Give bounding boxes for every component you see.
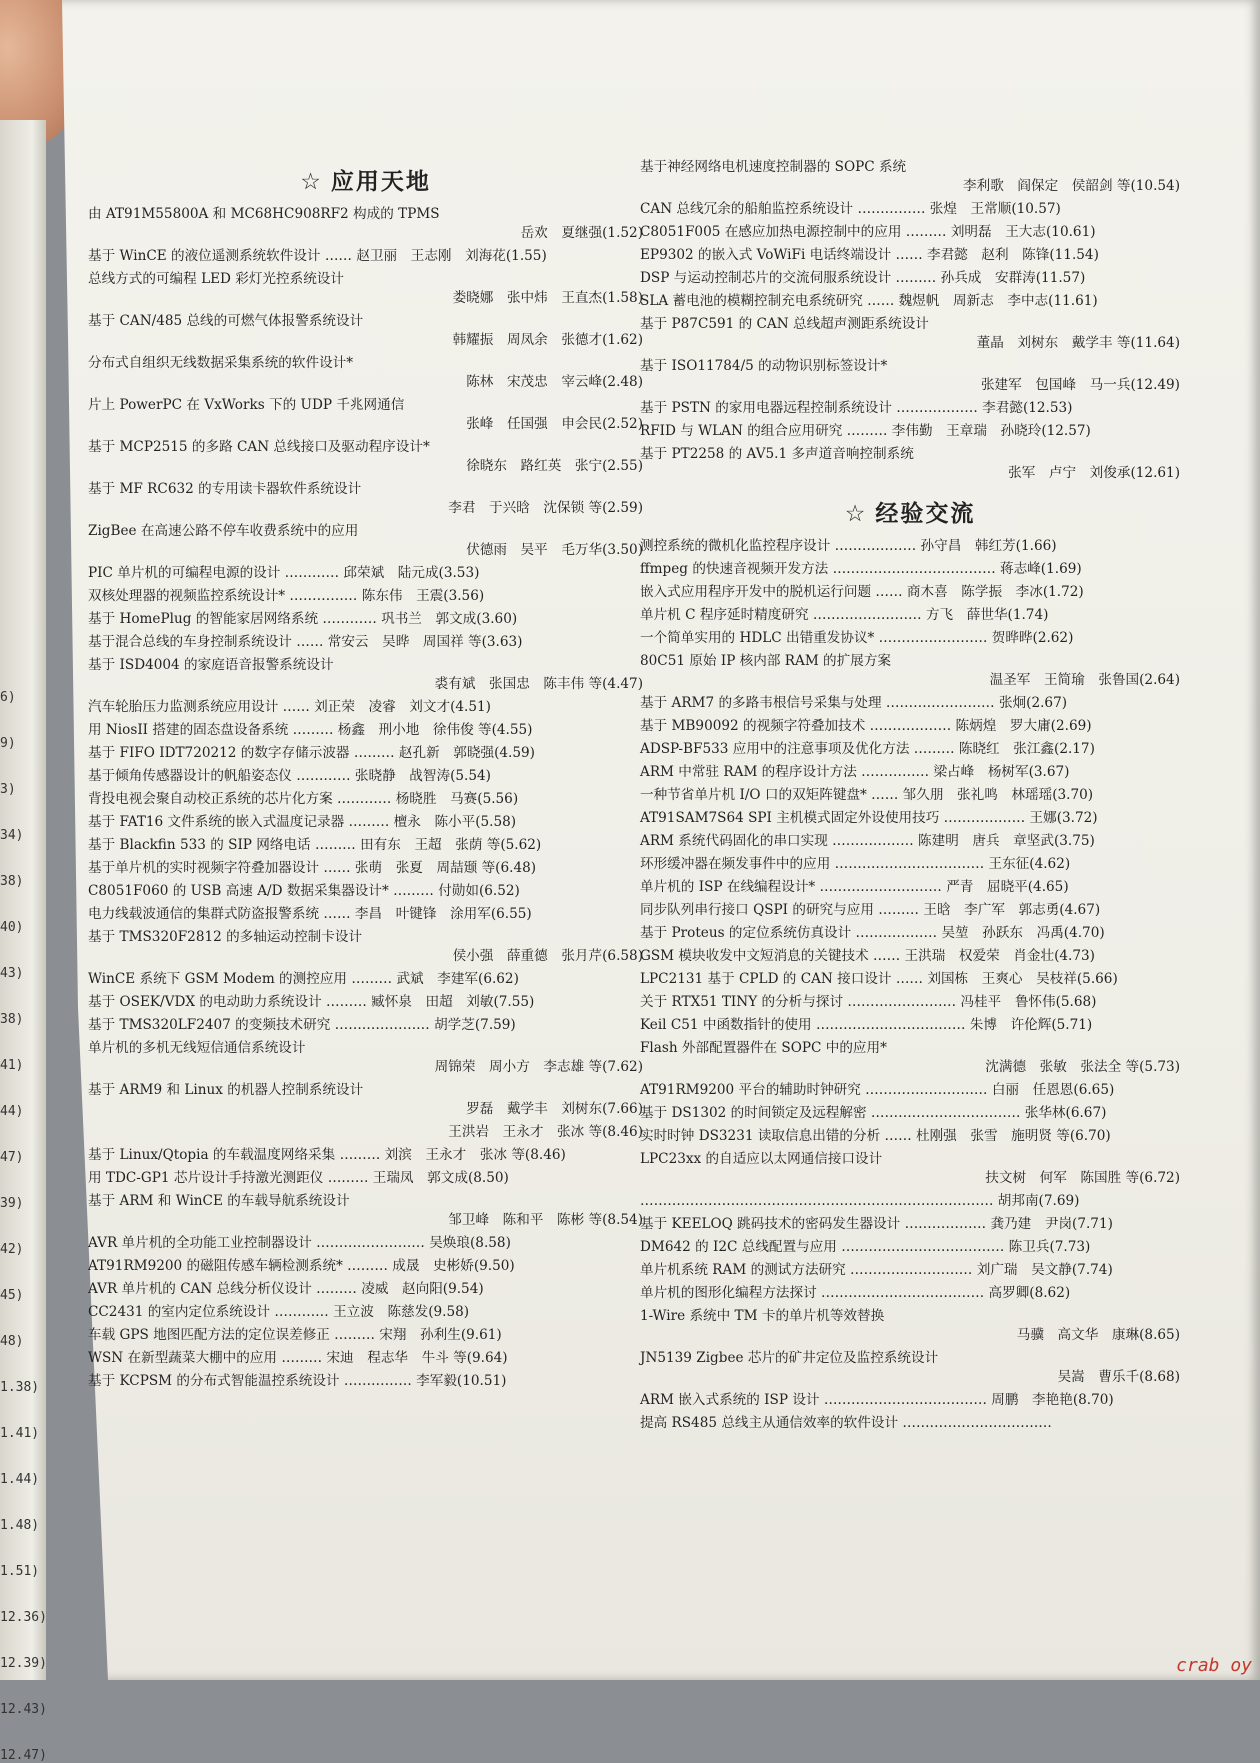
toc-entry-authors: 张建军 包国峰 马一兵(12.49) (980, 377, 1180, 393)
toc-entry (640, 158, 1180, 196)
toc-entry (640, 1414, 1180, 1433)
star-icon: ☆ (844, 501, 868, 527)
toc-entry-authors: 吴嵩 曹乐千(8.68) (1057, 1369, 1180, 1385)
toc-entry-title: RFID 与 WLAN 的组合应用研究 ……… 李伟勤 王章瑞 孙晓玲(12.57) (640, 423, 1091, 439)
toc-entry-title: GSM 模块收发中文短消息的关键技术 …… 王洪瑞 权爱荣 肖金壮(4.73) (640, 948, 1095, 964)
left-margin-number: 39) (0, 1196, 24, 1211)
left-margin-number: 12.39) (0, 1656, 47, 1671)
toc-entry (88, 656, 643, 694)
toc-entry (640, 1192, 1180, 1211)
toc-entry-title: AVR 单片机的全功能工业控制器设计 …………………… 吴焕琅(8.58) (88, 1235, 511, 1251)
toc-entry-title: WSN 在新型蔬菜大棚中的应用 ……… 宋迪 程志华 牛斗 等(9.64) (88, 1350, 508, 1366)
toc-entry (88, 312, 643, 350)
toc-entry (640, 223, 1180, 242)
toc-entry-title: ZigBee 在高速公路不停车收费系统中的应用 (88, 523, 359, 539)
toc-entry (88, 790, 643, 809)
toc-entry (88, 970, 643, 989)
toc-entry-authors: 周锦荣 周小方 李志雄 等(7.62) (434, 1059, 643, 1075)
section-title-app: ☆ 应用天地 (300, 169, 431, 195)
toc-entry (88, 564, 643, 583)
toc-list-app-cont (640, 158, 1180, 483)
left-margin-number: 1.51) (0, 1564, 40, 1579)
toc-entry-title: 嵌入式应用程序开发中的脱机运行问题 …… 商木喜 陈学振 李冰(1.72) (640, 584, 1084, 600)
toc-entry-title: 基于 KCPSM 的分布式智能温控系统设计 …………… 李军毅(10.51) (88, 1373, 507, 1389)
toc-entry (640, 924, 1180, 943)
toc-entry-title: 单片机的 ISP 在线编程设计* ……………………… 严青 屈晓平(4.65) (640, 879, 1069, 895)
left-margin-number: 42) (0, 1242, 24, 1257)
toc-entry-authors: 马骥 高文华 康琳(8.65) (1016, 1327, 1180, 1343)
toc-entry-authors: 罗磊 戴学丰 刘树东(7.66) (466, 1101, 643, 1117)
toc-entry-title: C8051F005 在感应加热电源控制中的应用 ……… 刘明磊 王大志(10.61) (640, 224, 1096, 240)
toc-entry (88, 1372, 643, 1391)
toc-entry (88, 1016, 643, 1035)
left-margin-number: 40) (0, 920, 24, 935)
toc-entry (88, 1081, 643, 1119)
toc-entry-title: 基于 ISO11784/5 的动物识别标签设计* (640, 358, 888, 374)
toc-entry (640, 1016, 1180, 1035)
toc-entry (640, 855, 1180, 874)
toc-entry-title: AVR 单片机的 CAN 总线分析仪设计 ……… 凌威 赵向阳(9.54) (88, 1281, 484, 1297)
toc-entry-title: 基于 ARM7 的多路韦根信号采集与处理 …………………… 张炯(2.67) (640, 695, 1068, 711)
toc-entry-title: 同步队列串行接口 QSPI 的研究与应用 ……… 王晗 李广军 郭志勇(4.67) (640, 902, 1101, 918)
left-margin-number: 44) (0, 1104, 24, 1119)
toc-entry-title: 基于 FIFO IDT720212 的数字存储示波器 ……… 赵孔新 郭晓强(4.59) (88, 745, 535, 761)
toc-entry-title: AT91RM9200 的磁阻传感车辆检测系统* ……… 成晟 史彬娇(9.50) (88, 1258, 515, 1274)
toc-entry (640, 947, 1180, 966)
toc-entry (640, 1150, 1180, 1188)
toc-entry-title: 片上 PowerPC 在 VxWorks 下的 UDP 千兆网通信 (88, 397, 405, 413)
toc-entry-title: ffmpeg 的快速音视频开发方法 ……………………………… 蒋志峰(1.69) (640, 561, 1082, 577)
toc-entry (640, 629, 1180, 648)
toc-entry (88, 587, 643, 606)
toc-entry-title: 背投电视会聚自动校正系统的芯片化方案 ………… 杨晓胜 马赛(5.56) (88, 791, 519, 807)
toc-entry (88, 522, 643, 560)
toc-entry (640, 399, 1180, 418)
toc-list-exp (640, 537, 1180, 1433)
toc-entry-authors: 董晶 刘树东 戴学丰 等(11.64) (976, 335, 1180, 351)
toc-entry-title: 用 NiosII 搭建的固态盘设备系统 ……… 杨鑫 刑小地 徐伟俊 等(4.55) (88, 722, 533, 738)
toc-entry-title: 基于 PT2258 的 AV5.1 多声道音响控制系统 (640, 446, 914, 462)
toc-entry-title: LPC23xx 的自适应以太网通信接口设计 (640, 1151, 883, 1167)
section-title-exp: ☆ 经验交流 (844, 501, 976, 527)
toc-entry (640, 537, 1180, 556)
toc-entry-authors: 李利歌 阎保定 侯韶剑 等(10.54) (963, 178, 1180, 194)
toc-entry-title: CC2431 的室内定位系统设计 ………… 王立波 陈慈发(9.58) (88, 1304, 470, 1320)
toc-entry (640, 583, 1180, 602)
left-margin-number: 41) (0, 1058, 24, 1073)
toc-entry-title: 环形缓冲器在频发事件中的应用 …………………………… 王东征(4.62) (640, 856, 1071, 872)
toc-entry-title: Flash 外部配置器件在 SOPC 中的应用* (640, 1040, 887, 1056)
toc-entry-authors: 陈林 宋茂忠 宰云峰(2.48) (466, 374, 643, 390)
toc-entry (640, 1127, 1180, 1146)
toc-entry (640, 970, 1180, 989)
toc-entry-title: WinCE 系统下 GSM Modem 的测控应用 ……… 武斌 李建军(6.62) (88, 971, 519, 987)
toc-entry (88, 610, 643, 629)
column-right (640, 158, 1180, 1437)
toc-entry (88, 396, 643, 434)
toc-entry (640, 1307, 1180, 1345)
toc-entry-authors: 邹卫峰 陈和平 陈彬 等(8.54) (448, 1212, 643, 1228)
toc-entry-title: 80C51 原始 IP 核内部 RAM 的扩展方案 (640, 653, 892, 669)
toc-entry-title: 基于 MB90092 的视频字符叠加技术 ……………… 陈炳煌 罗大庸(2.69) (640, 718, 1092, 734)
toc-entry-title: 总线方式的可编程 LED 彩灯光控系统设计 (88, 271, 344, 287)
toc-entry (88, 205, 643, 243)
toc-entry-title: 汽车轮胎压力监测系统应用设计 …… 刘正荣 凌睿 刘文才(4.51) (88, 699, 491, 715)
toc-entry-authors: 温圣军 王简瑜 张鲁国(2.64) (989, 672, 1180, 688)
toc-entry-title: 基于 P87C591 的 CAN 总线超声测距系统设计 (640, 316, 929, 332)
toc-entry-title: 1-Wire 系统中 TM 卡的单片机等效替换 (640, 1308, 885, 1324)
toc-entry (88, 698, 643, 717)
toc-entry (640, 560, 1180, 579)
toc-entry (88, 1234, 643, 1253)
toc-entry-title: 车载 GPS 地图匹配方法的定位误差修正 ……… 宋翔 孙利生(9.61) (88, 1327, 502, 1343)
toc-entry (640, 246, 1180, 265)
toc-entry (640, 1284, 1180, 1303)
toc-entry-title: DSP 与运动控制芯片的交流伺服系统设计 ……… 孙兵成 安群涛(11.57) (640, 270, 1086, 286)
toc-entry (88, 1280, 643, 1299)
toc-entry-title: 基于 WinCE 的液位遥测系统软件设计 …… 赵卫丽 王志刚 刘海花(1.55) (88, 248, 547, 264)
toc-entry-authors: 娄晓娜 张中炜 王直杰(1.58) (452, 290, 643, 306)
toc-entry-authors: 徐晓东 路红英 张宁(2.55) (466, 458, 643, 474)
left-margin-number: 1.41) (0, 1426, 40, 1441)
toc-entry (88, 1169, 643, 1188)
toc-entry-authors: 张军 卢宁 刘俊承(12.61) (1008, 465, 1180, 481)
toc-entry-title: AT91RM9200 平台的辅助时钟研究 ……………………… 白丽 任恩恩(6.65) (640, 1082, 1115, 1098)
toc-entry-title: EP9302 的嵌入式 VoWiFi 电话终端设计 …… 李君懿 赵利 陈锋(11.54) (640, 247, 1099, 263)
toc-list-app (88, 205, 643, 1391)
toc-entry (88, 270, 643, 308)
left-margin-number: 43) (0, 966, 24, 981)
toc-entry (640, 357, 1180, 395)
toc-entry-title: SLA 蓄电池的模糊控制充电系统研究 …… 魏煜帆 周新志 李中志(11.61) (640, 293, 1098, 309)
toc-entry (640, 694, 1180, 713)
toc-entry-title: 关于 RTX51 TINY 的分析与探讨 …………………… 冯桂平 鲁怀伟(5.68) (640, 994, 1097, 1010)
toc-entry (88, 247, 643, 266)
toc-entry (640, 809, 1180, 828)
toc-entry-authors: 韩耀振 周凤余 张德才(1.62) (452, 332, 643, 348)
toc-entry (88, 354, 643, 392)
toc-entry (88, 859, 643, 878)
toc-entry-title: JN5139 Zigbee 芯片的矿井定位及监控系统设计 (640, 1350, 939, 1366)
toc-entry-title: 基于神经网络电机速度控制器的 SOPC 系统 (640, 159, 907, 175)
toc-entry-title: 基于 ARM9 和 Linux 的机器人控制系统设计 (88, 1082, 364, 1098)
toc-entry-title: 实时时钟 DS3231 读取信息出错的分析 …… 杜刚强 张雪 施明贤 等(6.70) (640, 1128, 1111, 1144)
toc-entry-title: 测控系统的微机化监控程序设计 ……………… 孙守昌 韩红芳(1.66) (640, 538, 1057, 554)
toc-entry-title: 基于 Linux/Qtopia 的车载温度网络采集 ……… 刘滨 王永才 张冰 等(8.46) (88, 1147, 566, 1163)
toc-entry-title: 基于 ISD4004 的家庭语音报警系统设计 (88, 657, 334, 673)
toc-entry-title: 基于 KEELOQ 跳码技术的密码发生器设计 ……………… 龚乃建 尹岗(7.71) (640, 1216, 1113, 1232)
toc-entry-title: 一种节省单片机 I/O 口的双矩阵键盘* …… 邹久朋 张礼鸣 林瑶瑶(3.70) (640, 787, 1094, 803)
toc-entry (640, 832, 1180, 851)
toc-entry-title: ARM 系统代码固化的串口实现 ……………… 陈建明 唐兵 章坚武(3.75) (640, 833, 1095, 849)
toc-entry-title: PIC 单片机的可编程电源的设计 ………… 邱荣斌 陆元成(3.53) (88, 565, 480, 581)
toc-entry (88, 1123, 643, 1142)
toc-entry-authors: 伏德雨 吴平 毛万华(3.50) (466, 542, 643, 558)
toc-entry (88, 767, 643, 786)
toc-entry-title: AT91SAM7S64 SPI 主机模式固定外设使用技巧 ……………… 王娜(3.72) (640, 810, 1098, 826)
left-page-edge (0, 120, 47, 1763)
toc-entry-title: 基于 TMS320F2812 的多轴运动控制卡设计 (88, 929, 363, 945)
toc-entry-title: 基于混合总线的车身控制系统设计 …… 常安云 吴晔 周国祥 等(3.63) (88, 634, 523, 650)
toc-entry-title: CAN 总线冗余的船舶监控系统设计 …………… 张煌 王常顺(10.57) (640, 201, 1061, 217)
left-margin-number: 12.47) (0, 1748, 47, 1763)
toc-entry-title: 单片机 C 程序延时精度研究 …………………… 方飞 薛世华(1.74) (640, 607, 1049, 623)
toc-entry (88, 882, 643, 901)
toc-entry-title: Keil C51 中函数指针的使用 …………………………… 朱博 许伦辉(5.71) (640, 1017, 1093, 1033)
toc-entry (640, 200, 1180, 219)
toc-entry (88, 721, 643, 740)
left-margin-number: 6) (0, 690, 16, 705)
toc-entry-authors: 王洪岩 王永才 张冰 等(8.46) (448, 1124, 643, 1140)
toc-entry (640, 763, 1180, 782)
toc-entry-authors: 沈满德 张敏 张法全 等(5.73) (985, 1059, 1180, 1075)
toc-entry-title: 基于 PSTN 的家用电器远程控制系统设计 ……………… 李君懿(12.53) (640, 400, 1073, 416)
toc-entry (88, 928, 643, 966)
toc-entry-authors: 侯小强 薛重德 张月芹(6.58) (452, 948, 643, 964)
toc-entry-title: 单片机的图形化编程方法探讨 ……………………………… 高罗卿(8.62) (640, 1285, 1071, 1301)
toc-entry-title: 提高 RS485 总线主从通信效率的软件设计 …………………………… (640, 1415, 1052, 1431)
toc-entry (640, 1104, 1180, 1123)
left-margin-number: 3) (0, 782, 16, 797)
toc-entry-title: 单片机的多机无线短信通信系统设计 (88, 1040, 306, 1056)
toc-entry (88, 633, 643, 652)
left-margin-number: 1.48) (0, 1518, 40, 1533)
toc-entry (640, 652, 1180, 690)
toc-entry (88, 836, 643, 855)
toc-entry-title: ADSP-BF533 应用中的注意事项及优化方法 ……… 陈晓红 张江鑫(2.17) (640, 741, 1095, 757)
toc-entry (640, 1039, 1180, 1077)
toc-entry-title: 基于 CAN/485 总线的可燃气体报警系统设计 (88, 313, 364, 329)
left-margin-number: 1.44) (0, 1472, 40, 1487)
toc-entry (640, 901, 1180, 920)
toc-entry (640, 315, 1180, 353)
toc-entry (640, 1238, 1180, 1257)
toc-entry-title: 双核处理器的视频监控系统设计* …………… 陈东伟 王震(3.56) (88, 588, 485, 604)
toc-entry (88, 905, 643, 924)
toc-entry-authors: 扶文树 何军 陈国胜 等(6.72) (985, 1170, 1180, 1186)
column-left (88, 165, 643, 1395)
toc-entry (640, 606, 1180, 625)
left-margin-number: 48) (0, 1334, 24, 1349)
toc-entry (88, 1192, 643, 1230)
toc-entry-authors: 李君 于兴晗 沈保锁 等(2.59) (448, 500, 643, 516)
toc-entry (640, 786, 1180, 805)
toc-entry (88, 1349, 643, 1368)
star-icon: ☆ (300, 169, 323, 195)
toc-entry (88, 993, 643, 1012)
toc-entry (640, 1261, 1180, 1280)
toc-entry-title: 单片机系统 RAM 的测试方法研究 ……………………… 刘广瑞 吴文静(7.74) (640, 1262, 1113, 1278)
toc-entry-title: 基于 DS1302 的时间锁定及远程解密 …………………………… 张华林(6.67) (640, 1105, 1107, 1121)
toc-entry (88, 1039, 643, 1077)
toc-entry (88, 1257, 643, 1276)
toc-entry (88, 1303, 643, 1322)
toc-entry (88, 480, 643, 518)
left-margin-number: 34) (0, 828, 24, 843)
watermark: crab oy (1176, 1655, 1252, 1676)
toc-entry (640, 740, 1180, 759)
toc-entry (640, 993, 1180, 1012)
left-margin-number: 12.36) (0, 1610, 47, 1625)
toc-entry-title: 基于 ARM 和 WinCE 的车载导航系统设计 (88, 1193, 350, 1209)
left-margin-number: 45) (0, 1288, 24, 1303)
left-margin-number: 38) (0, 1012, 24, 1027)
toc-entry-title: …………………………………………………………………… 胡邦南(7.69) (640, 1193, 1080, 1209)
toc-entry-title: 基于 MCP2515 的多路 CAN 总线接口及驱动程序设计* (88, 439, 430, 455)
toc-entry (640, 292, 1180, 311)
toc-entry-title: DM642 的 I2C 总线配置与应用 ……………………………… 陈卫兵(7.73) (640, 1239, 1091, 1255)
left-margin-number: 9) (0, 736, 16, 751)
toc-entry-title: 基于 HomePlug 的智能家居网络系统 ………… 巩书兰 郭文成(3.60) (88, 611, 518, 627)
toc-entry (88, 813, 643, 832)
toc-entry-title: 用 TDC-GP1 芯片设计手持激光测距仪 ……… 王瑞凤 郭文成(8.50) (88, 1170, 509, 1186)
toc-entry-authors: 张峰 任国强 申会民(2.52) (466, 416, 643, 432)
left-margin-number: 47) (0, 1150, 24, 1165)
toc-entry-authors: 岳欢 夏继强(1.52) (520, 225, 643, 241)
left-margin-number: 12.43) (0, 1702, 47, 1717)
toc-entry (640, 422, 1180, 441)
toc-entry (640, 717, 1180, 736)
toc-entry (88, 744, 643, 763)
toc-entry (640, 1215, 1180, 1234)
toc-entry (640, 1391, 1180, 1410)
toc-entry-title: C8051F060 的 USB 高速 A/D 数据采集器设计* ……… 付勋如(6.52) (88, 883, 520, 899)
toc-entry-title: 基于 TMS320LF2407 的变频技术研究 ………………… 胡学芝(7.59) (88, 1017, 516, 1033)
toc-entry-title: 电力线载波通信的集群式防盗报警系统 …… 李昌 叶键锋 涂用军(6.55) (88, 906, 532, 922)
toc-entry-title: 分布式自组织无线数据采集系统的软件设计* (88, 355, 354, 371)
left-margin-number: 38) (0, 874, 24, 889)
toc-entry-title: 基于 Proteus 的定位系统仿真设计 ……………… 吴堃 孙跃东 冯禹(4.70) (640, 925, 1105, 941)
toc-entry-title: 一个简单实用的 HDLC 出错重发协议* …………………… 贺晔晔(2.62) (640, 630, 1074, 646)
toc-entry (88, 438, 643, 476)
toc-entry-title: 基于 MF RC632 的专用读卡器软件系统设计 (88, 481, 362, 497)
toc-entry-title: 基于 FAT16 文件系统的嵌入式温度记录器 ……… 檀永 陈小平(5.58) (88, 814, 517, 830)
toc-entry-title: 由 AT91M55800A 和 MC68HC908RF2 构成的 TPMS (88, 206, 440, 222)
toc-entry (88, 1326, 643, 1345)
toc-entry (640, 1349, 1180, 1387)
toc-entry-title: 基于单片机的实时视频字符叠加器设计 …… 张萌 张夏 周喆颋 等(6.48) (88, 860, 537, 876)
toc-entry-title: 基于 OSEK/VDX 的电动助力系统设计 ……… 臧怀泉 田超 刘敏(7.55) (88, 994, 535, 1010)
toc-entry (640, 269, 1180, 288)
left-margin-number: 1.38) (0, 1380, 40, 1395)
toc-entry (88, 1146, 643, 1165)
toc-entry-title: LPC2131 基于 CPLD 的 CAN 接口设计 …… 刘国栋 王爽心 吴枝祥(5.66) (640, 971, 1118, 987)
toc-entry-authors: 裘有斌 张国忠 陈丰伟 等(4.47) (434, 676, 643, 692)
toc-entry-title: ARM 嵌入式系统的 ISP 设计 ……………………………… 周鹏 李艳艳(8.70) (640, 1392, 1114, 1408)
toc-entry (640, 445, 1180, 483)
toc-entry (640, 1081, 1180, 1100)
toc-entry-title: ARM 中常驻 RAM 的程序设计方法 …………… 梁占峰 杨树军(3.67) (640, 764, 1070, 780)
toc-entry (640, 878, 1180, 897)
toc-entry-title: 基于倾角传感器设计的帆船姿态仪 ………… 张晓静 战智涛(5.54) (88, 768, 491, 784)
toc-entry-title: 基于 Blackfin 533 的 SIP 网络电话 ……… 田有东 王超 张荫 等(5.62) (88, 837, 542, 853)
